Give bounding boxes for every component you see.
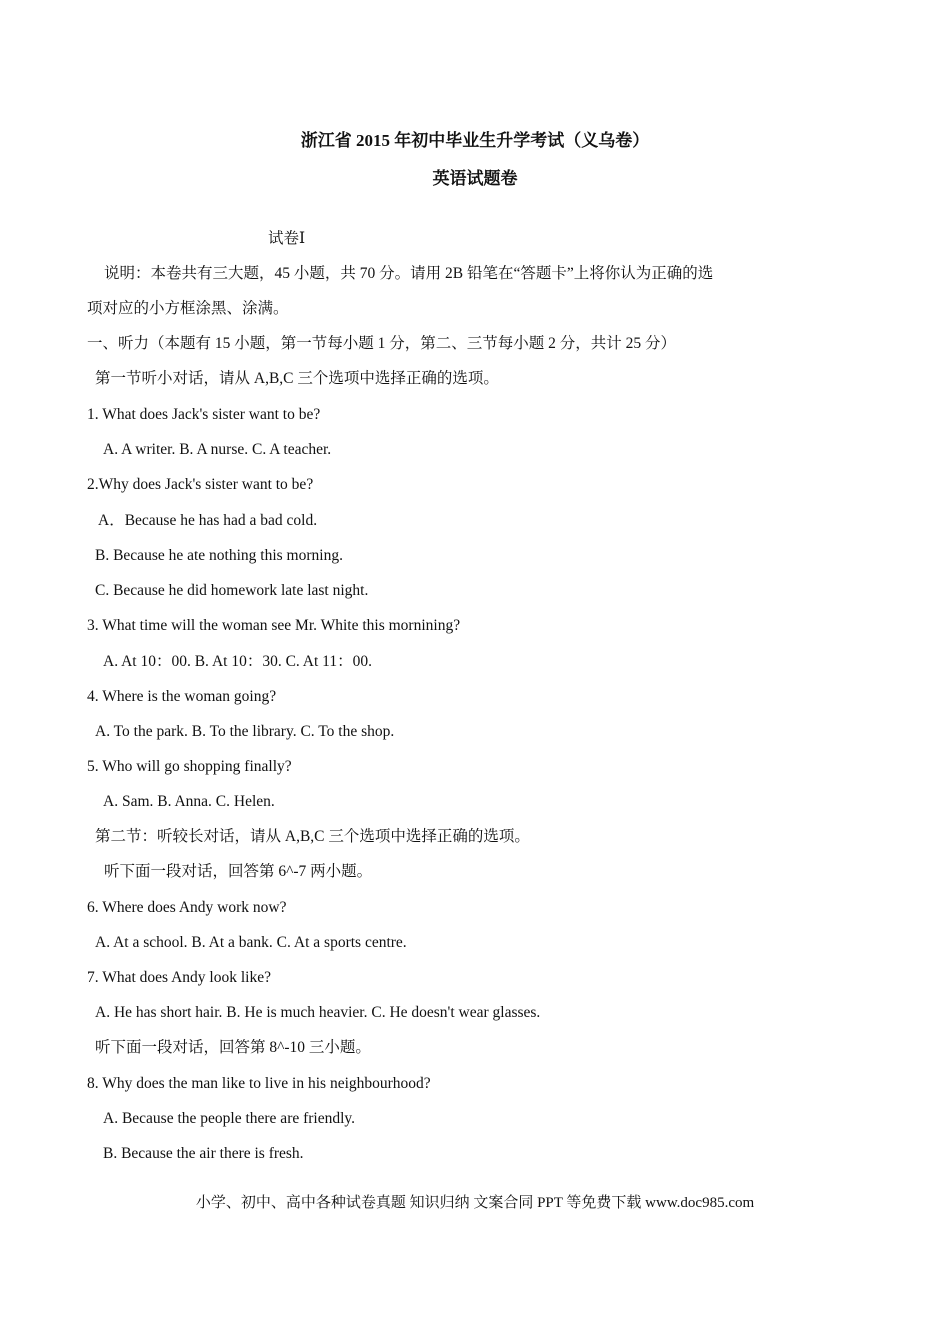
question-4: 4. Where is the woman going?	[87, 688, 277, 705]
section-heading-listening: 一、听力（本题有 15 小题，第一节每小题 1 分，第二、三节每小题 2 分，共计 25 分）	[87, 335, 677, 352]
question-8: 8. Why does the man like to live in his neighbourhood?	[87, 1075, 431, 1092]
question-2: 2.Why does Jack's sister want to be?	[87, 476, 314, 493]
part1-intro: 第一节听小对话，请从 A,B,C 三个选项中选择正确的选项。	[95, 370, 499, 387]
page-footer: 小学、初中、高中各种试卷真题 知识归纳 文案合同 PPT 等免费下载 www.doc985.com	[195, 1195, 755, 1211]
part2-intro: 第二节：听较长对话，请从 A,B,C 三个选项中选择正确的选项。	[95, 828, 530, 845]
question-6: 6. Where does Andy work now?	[87, 899, 287, 916]
question-5-options: A. Sam. B. Anna. C. Helen.	[103, 793, 275, 810]
question-3-options: A. At 10：00. B. At 10：30. C. At 11：00.	[103, 653, 372, 670]
question-2-option-a: A．Because he has had a bad cold.	[98, 512, 318, 529]
question-8-option-b: B. Because the air there is fresh.	[103, 1145, 304, 1162]
question-5: 5. Who will go shopping finally?	[87, 758, 292, 775]
question-1-options: A. A writer. B. A nurse. C. A teacher.	[103, 441, 332, 458]
question-3: 3. What time will the woman see Mr. White this mornining?	[87, 617, 461, 634]
question-1: 1. What does Jack's sister want to be?	[87, 406, 321, 423]
question-6-options: A. At a school. B. At a bank. C. At a sports centre.	[95, 934, 407, 951]
question-2-option-c: C. Because he did homework late last night.	[95, 582, 369, 599]
part2-sub-intro-2: 听下面一段对话，回答第 8^-10 三小题。	[95, 1039, 371, 1056]
exam-subtitle: 英语试题卷	[432, 169, 518, 188]
instructions-line-2: 项对应的小方框涂黑、涂满。	[87, 300, 289, 317]
question-4-options: A. To the park. B. To the library. C. To the shop.	[95, 723, 395, 740]
part2-sub-intro-1: 听下面一段对话，回答第 6^-7 两小题。	[104, 863, 373, 880]
paper-part-label: 试卷Ⅰ	[268, 230, 306, 247]
question-7: 7. What does Andy look like?	[87, 969, 271, 986]
question-2-option-b: B. Because he ate nothing this morning.	[95, 547, 343, 564]
question-8-option-a: A. Because the people there are friendly.	[103, 1110, 356, 1127]
exam-title: 浙江省 2015 年初中毕业生升学考试（义乌卷）	[300, 131, 650, 150]
instructions-line-1: 说明：本卷共有三大题，45 小题，共 70 分。请用 2B 铅笔在“答题卡”上将你认为正确的选	[104, 265, 714, 282]
question-7-options: A. He has short hair. B. He is much heavier. C. He doesn't wear glasses.	[95, 1004, 541, 1021]
